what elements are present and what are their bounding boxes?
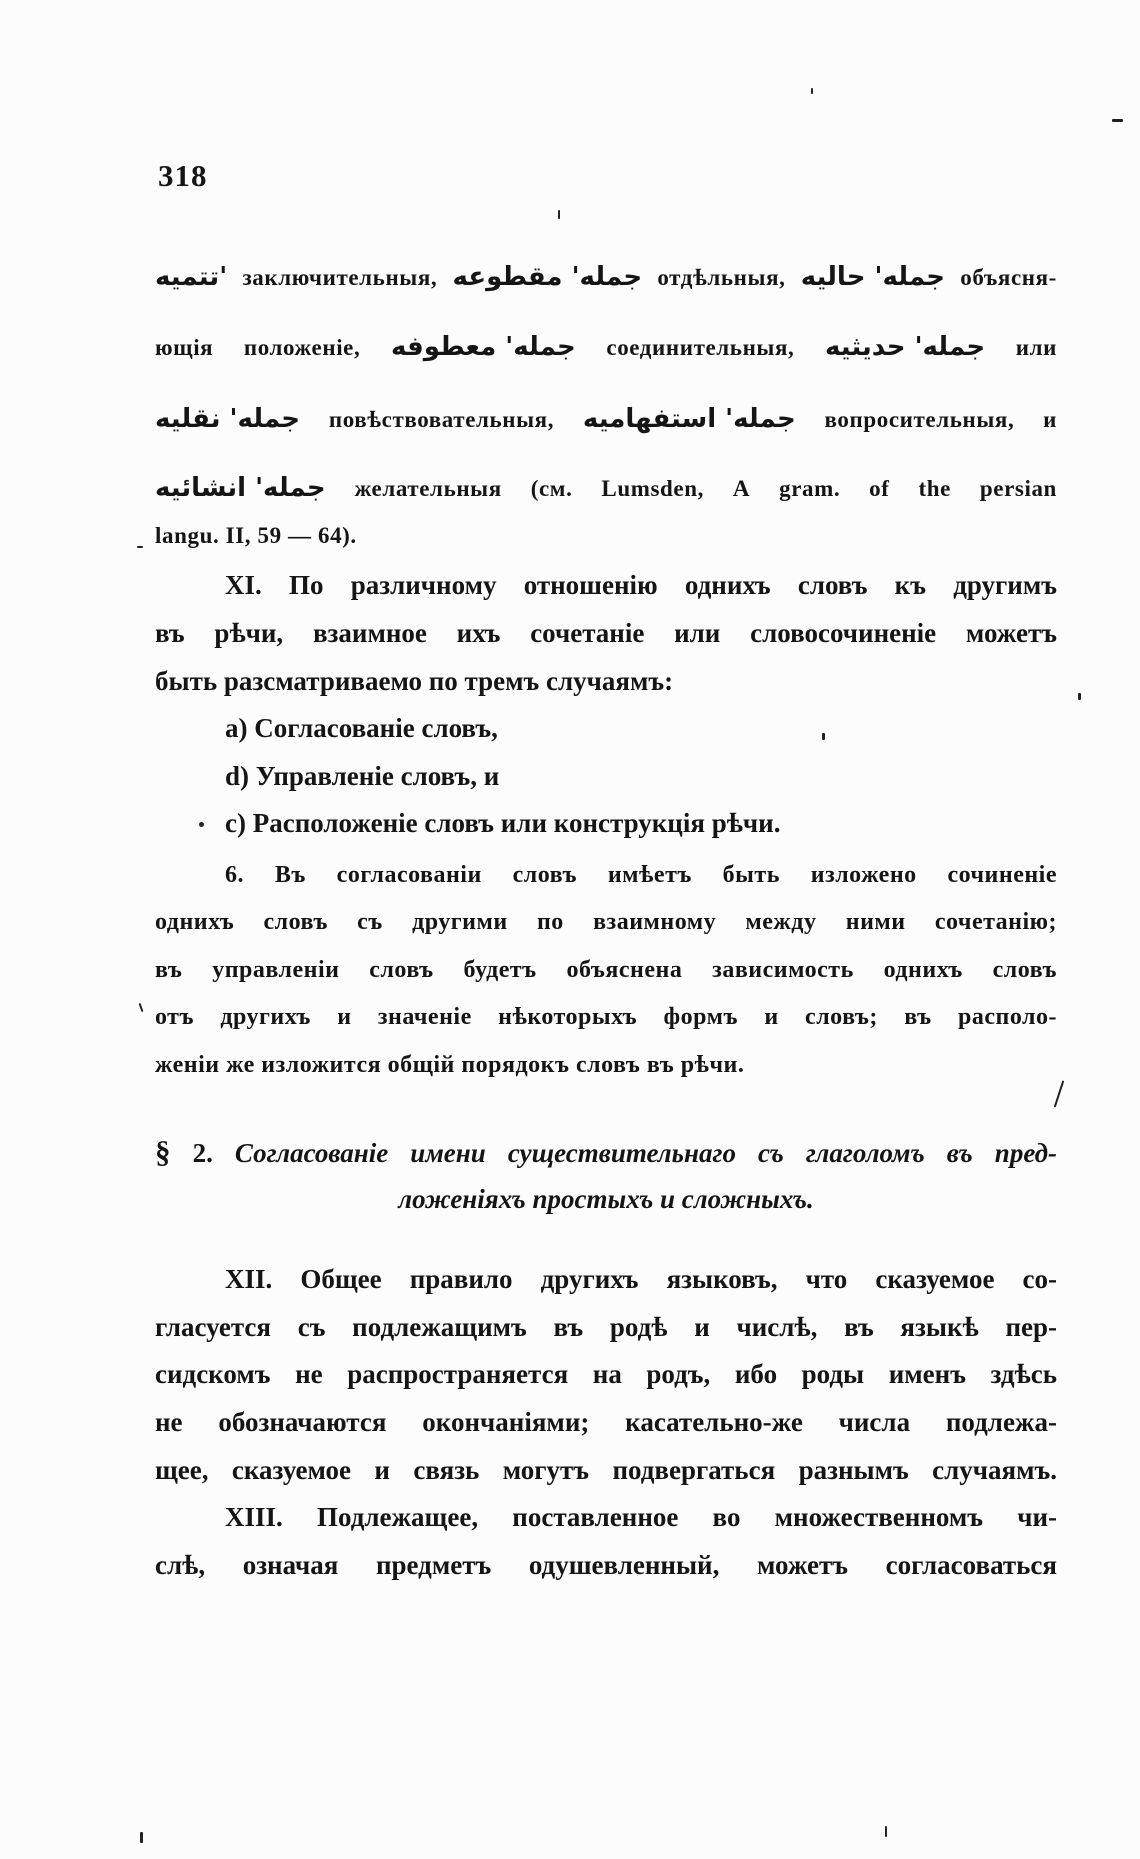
persian-term: جمله' مقطوعه <box>452 262 643 292</box>
section-sign: § <box>155 1134 171 1169</box>
scan-mark <box>822 733 825 740</box>
citation-word: (см. <box>530 476 573 501</box>
scan-mark <box>1078 693 1081 700</box>
scan-mark <box>811 88 813 94</box>
russian-gloss: ющія <box>155 335 214 360</box>
paragraph-6-line-3: въ управленіи словъ будетъ объяснена зависимость однихъ словъ <box>155 957 1057 983</box>
persian-term: 'تتميه <box>155 262 228 292</box>
section-xi-line-1: XI. По различному отношенію однихъ словъ къ другимъ <box>225 570 1057 600</box>
citation-word: persian <box>979 476 1057 501</box>
scan-mark <box>137 546 143 548</box>
scan-mark <box>199 822 204 827</box>
persian-term: جمله' استفهاميه <box>582 404 796 434</box>
section-xiii-line-1: XIII. Подлежащее, поставленное во множественномъ чи- <box>225 1502 1057 1532</box>
section-xii-line-3: сидскомъ не распространяется на родъ, ибо роды именъ здѣсь <box>155 1359 1057 1389</box>
persian-term: جمله' معطوفه <box>390 332 576 362</box>
section-xi-line-3: быть разсматриваемо по тремъ случаямъ: <box>155 666 674 696</box>
paragraph-6-line-5: женіи же изложится общій порядокъ словъ въ рѣчи. <box>155 1052 745 1078</box>
persian-term: جمله' حاليه <box>800 262 945 292</box>
scan-mark <box>1112 119 1123 122</box>
scan-mark <box>139 1003 144 1012</box>
russian-gloss: отдѣльныя, <box>657 265 786 290</box>
persian-term: جمله' نقليه <box>155 404 301 434</box>
russian-gloss: и <box>1043 407 1057 432</box>
scan-mark <box>885 1826 887 1837</box>
types-line-1 <box>155 255 1057 300</box>
russian-gloss: повѣствовательныя, <box>328 407 555 432</box>
section-heading-line-1 <box>155 1132 1057 1173</box>
paragraph-6-line-1: 6. Въ согласованіи словъ имѣетъ быть изложено сочиненіе <box>225 862 1057 888</box>
section-xii-line-4: не обозначаются окончаніями; касательно-же числа подлежа- <box>155 1407 1057 1437</box>
paragraph-6-line-4: отъ другихъ и значеніе нѣкоторыхъ формъ и словъ; въ располо- <box>155 1004 1057 1030</box>
russian-gloss: или <box>1015 335 1057 360</box>
paragraph-6-line-2: однихъ словъ съ другими по взаимному между ними сочетанію; <box>155 909 1057 935</box>
russian-gloss: желательныя <box>354 476 502 501</box>
section-xii-line-1: XII. Общее правило другихъ языковъ, что сказуемое со- <box>225 1264 1057 1294</box>
russian-gloss: положеніе, <box>243 335 361 360</box>
citation-word: gram. <box>779 476 841 501</box>
types-line-3 <box>155 397 1057 442</box>
section-xiii-line-2: слѣ, означая предметъ одушевленный, можетъ согласоваться <box>155 1550 1057 1580</box>
types-line-4 <box>155 466 1057 511</box>
list-item-c: c) Расположеніе словъ или конструкція рѣчи. <box>225 808 781 838</box>
list-item-a: a) Согласованіе словъ, <box>225 713 498 743</box>
scan-mark <box>558 210 560 219</box>
citation-word: of <box>869 476 890 501</box>
citation-word: A <box>732 476 751 501</box>
types-line-5: langu. II, 59 — 64). <box>155 523 357 548</box>
list-item-b: d) Управленіе словъ, и <box>225 761 500 791</box>
section-xi-line-2: въ рѣчи, взаимное ихъ сочетаніе или словосочиненіе можетъ <box>155 618 1057 648</box>
citation-word: the <box>918 476 951 501</box>
russian-gloss: соединительныя, <box>606 335 795 360</box>
types-line-2 <box>155 325 1057 370</box>
russian-gloss: объясня- <box>960 265 1057 290</box>
persian-term: جمله' انشائيه <box>155 473 326 503</box>
russian-gloss: вопросительныя, <box>824 407 1015 432</box>
page-number: 318 <box>158 158 208 193</box>
section-number: 2. <box>192 1138 213 1168</box>
section-title-part: Согласованіе имени существительнаго съ глаголомъ въ пред- <box>234 1138 1058 1168</box>
russian-gloss: заключительныя, <box>242 265 438 290</box>
citation-word: Lumsden, <box>601 476 704 501</box>
persian-term: جمله' حديثيه <box>825 332 986 362</box>
scan-mark <box>140 1832 143 1843</box>
section-xii-line-5: щее, сказуемое и связь могутъ подвергаться разнымъ случаямъ. <box>155 1455 1057 1485</box>
section-xii-line-2: гласуется съ подлежащимъ въ родѣ и числѣ, въ языкѣ пер- <box>155 1312 1057 1342</box>
section-heading-line-2: ложеніяхъ простыхъ и сложныхъ. <box>398 1184 814 1214</box>
